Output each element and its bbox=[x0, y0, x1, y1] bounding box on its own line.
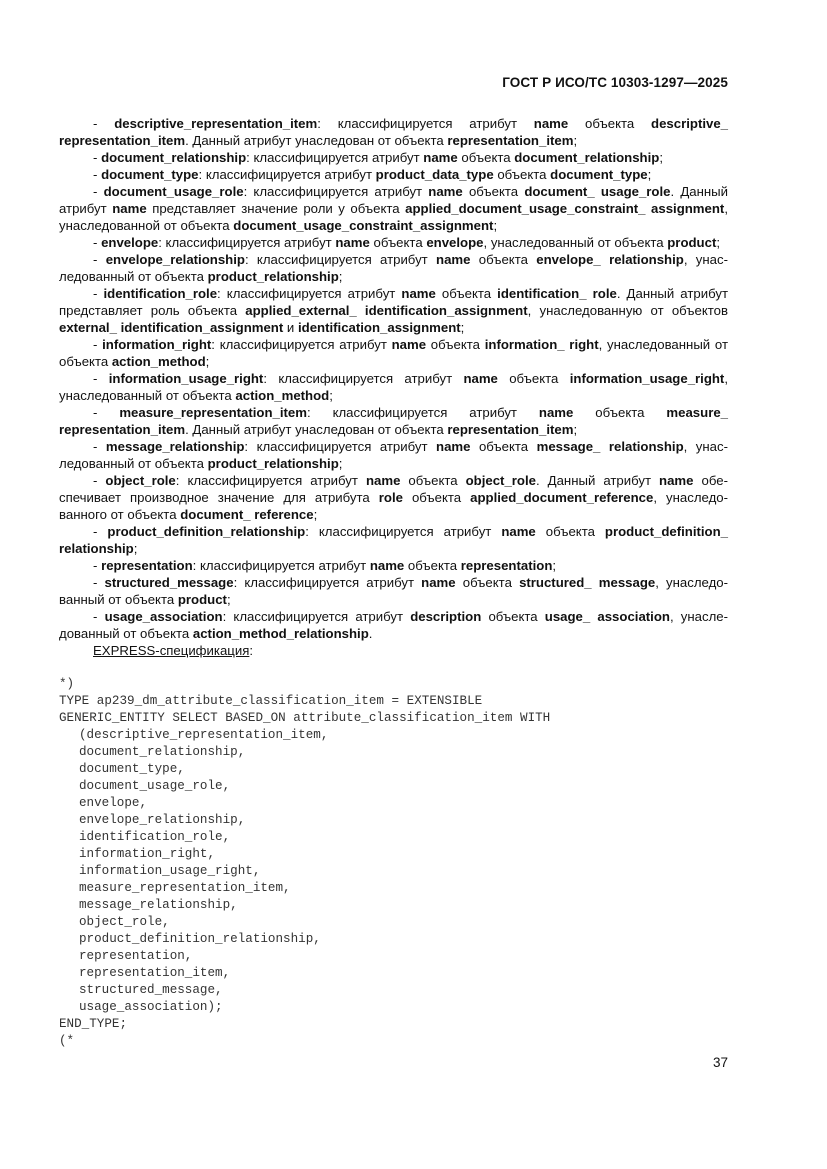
code-line: envelope, bbox=[79, 796, 148, 810]
code-line: TYPE ap239_dm_attribute_classification_item = EXTENSIBLE bbox=[59, 694, 483, 708]
text-run: объекта bbox=[470, 439, 537, 454]
code-line: information_usage_right, bbox=[79, 864, 261, 878]
code-line: message_relationship, bbox=[79, 898, 238, 912]
text-run: , унаследованный от объекта bbox=[59, 371, 728, 403]
bold-term: representation bbox=[460, 558, 553, 573]
bold-term: envelope bbox=[101, 235, 159, 250]
list-item bbox=[59, 166, 728, 183]
list-item bbox=[59, 608, 728, 642]
page-number: 37 bbox=[712, 1055, 728, 1070]
list-item bbox=[59, 472, 728, 523]
bold-term: envelope_relationship bbox=[105, 252, 245, 267]
text-run: : классифицируется атрибут bbox=[175, 473, 366, 488]
bold-term: measure_representation_item bbox=[119, 405, 307, 420]
text-run: , унаследованную от объектов bbox=[527, 303, 729, 318]
text-run: , унаследованного от объекта bbox=[59, 490, 729, 522]
list-item bbox=[59, 557, 728, 574]
bold-term: name bbox=[112, 201, 147, 216]
bold-term: structured_message bbox=[104, 575, 234, 590]
list-item bbox=[59, 574, 728, 608]
bold-term: document_ usage_role bbox=[524, 184, 671, 199]
bold-term: structured_ message bbox=[519, 575, 656, 590]
bold-term: name bbox=[335, 235, 370, 250]
bold-term: descriptive_representation_item bbox=[114, 116, 318, 131]
text-run: ; bbox=[338, 269, 343, 284]
bold-term: name bbox=[463, 371, 498, 386]
text-run: - bbox=[93, 337, 103, 352]
bold-term: identification_assignment bbox=[297, 320, 461, 335]
bold-term: product_data_type bbox=[375, 167, 494, 182]
bold-term: applied_external_ identification_assignment bbox=[245, 303, 528, 318]
text-run: - bbox=[93, 235, 102, 250]
list-item bbox=[59, 285, 728, 336]
text-run: : классифицируется атрибут bbox=[217, 286, 402, 301]
bold-term: measure_ representation_item bbox=[59, 405, 728, 437]
code-line: document_type, bbox=[79, 762, 185, 776]
bold-term: product bbox=[177, 592, 227, 607]
list-item bbox=[59, 336, 728, 370]
bold-term: external_ identification_assignment bbox=[59, 320, 284, 335]
bold-term: name bbox=[501, 524, 536, 539]
text-run: , унаследованный от объекта bbox=[59, 575, 729, 607]
bold-term: product_definition_relationship bbox=[107, 524, 306, 539]
bold-term: applied_document_usage_constraint_ assignment bbox=[405, 201, 725, 216]
text-run: - bbox=[93, 405, 120, 420]
list-item bbox=[59, 438, 728, 472]
text-run: объекта bbox=[369, 235, 427, 250]
bold-term: envelope_ relationship bbox=[536, 252, 684, 267]
bold-term: document_relationship bbox=[101, 150, 247, 165]
bold-term: name bbox=[365, 473, 401, 488]
bold-term: representation bbox=[101, 558, 193, 573]
bold-term: object_role bbox=[465, 473, 536, 488]
text-run: объекта bbox=[400, 473, 466, 488]
text-run: - bbox=[93, 167, 102, 182]
text-run: представляет значение роли у объекта bbox=[146, 201, 406, 216]
text-run: объекта bbox=[568, 116, 652, 131]
bold-term: product_relationship bbox=[207, 456, 339, 471]
code-line: *) bbox=[59, 677, 75, 691]
text-run: объекта bbox=[573, 405, 667, 420]
bold-term: name bbox=[421, 575, 456, 590]
bold-term: representation_item bbox=[447, 133, 574, 148]
text-run: обеспечивает производное значение для атрибута bbox=[59, 473, 728, 505]
code-line: GENERIC_ENTITY SELECT BASED_ON attribute_classification_item WITH bbox=[59, 711, 551, 725]
list-item bbox=[59, 234, 728, 251]
text-run: объекта bbox=[462, 184, 525, 199]
bold-term: applied_document_reference bbox=[470, 490, 654, 505]
bold-term: document_usage_role bbox=[103, 184, 244, 199]
bold-term: information_usage_right bbox=[108, 371, 264, 386]
text-run: : классифицируется атрибут bbox=[198, 167, 376, 182]
bold-term: document_type bbox=[101, 167, 199, 182]
bold-term: usage_association bbox=[104, 609, 223, 624]
bold-term: action_method bbox=[235, 388, 330, 403]
bold-term: message_ relationship bbox=[536, 439, 684, 454]
classification-list bbox=[59, 115, 728, 642]
text-run: ; bbox=[573, 133, 578, 148]
text-run: : классифицируется атрибут bbox=[244, 439, 437, 454]
bold-term: identification_ role bbox=[497, 286, 617, 301]
text-run: ; bbox=[329, 388, 333, 403]
code-line: usage_association); bbox=[79, 1000, 223, 1014]
text-run: - bbox=[93, 558, 102, 573]
bold-term: envelope bbox=[426, 235, 484, 250]
code-line: document_usage_role, bbox=[79, 779, 231, 793]
text-run: объекта bbox=[470, 252, 537, 267]
bold-term: representation_item bbox=[447, 422, 574, 437]
bold-term: usage_ association bbox=[544, 609, 670, 624]
text-run: , унаследованный от объекта bbox=[59, 439, 728, 471]
code-line: identification_role, bbox=[79, 830, 231, 844]
text-run: - bbox=[93, 116, 115, 131]
bold-term: name bbox=[436, 439, 471, 454]
bold-term: information_ right bbox=[484, 337, 599, 352]
text-run: - bbox=[93, 252, 106, 267]
express-heading bbox=[93, 642, 728, 659]
bold-term: product bbox=[667, 235, 717, 250]
bold-term: name bbox=[436, 252, 471, 267]
bold-term: information_usage_right bbox=[569, 371, 725, 386]
text-run: объекта bbox=[497, 371, 570, 386]
express-label: EXPRESS-спецификация bbox=[93, 643, 250, 658]
text-run: объекта bbox=[493, 167, 551, 182]
text-run: . Данный атрибут bbox=[59, 184, 729, 216]
text-run: ; bbox=[313, 507, 318, 522]
bold-term: document_relationship bbox=[514, 150, 660, 165]
bold-term: name bbox=[428, 184, 463, 199]
text-run: : классифицируется атрибут bbox=[233, 575, 422, 590]
code-line: object_role, bbox=[79, 915, 170, 929]
list-item bbox=[59, 523, 728, 557]
text-run: ; bbox=[716, 235, 721, 250]
document-body bbox=[59, 115, 728, 659]
list-item bbox=[59, 404, 728, 438]
bold-term: description bbox=[410, 609, 482, 624]
text-run: , унаследованный от объекта bbox=[59, 609, 729, 641]
text-run: и bbox=[283, 320, 298, 335]
bold-term: name bbox=[401, 286, 436, 301]
code-line: envelope_relationship, bbox=[79, 813, 246, 827]
text-run: ; bbox=[338, 456, 343, 471]
text-run: , унаследованной от объекта bbox=[59, 201, 728, 233]
bold-term: document_type bbox=[550, 167, 648, 182]
code-line: representation_item, bbox=[79, 966, 231, 980]
code-select-items bbox=[59, 727, 728, 1016]
text-run: : классифицируется атрибут bbox=[211, 337, 392, 352]
text-run: : классифицируется атрибут bbox=[243, 184, 429, 199]
text-run: . Данный атрибут унаследован от объекта bbox=[185, 133, 448, 148]
list-item bbox=[59, 183, 728, 234]
text-run: объекта bbox=[535, 524, 605, 539]
text-run: : классифицируется атрибут bbox=[246, 150, 424, 165]
text-run: - bbox=[93, 150, 102, 165]
code-line: representation, bbox=[79, 949, 193, 963]
text-run: ; bbox=[573, 422, 578, 437]
bold-term: identification_role bbox=[103, 286, 218, 301]
bold-term: name bbox=[533, 116, 569, 131]
bold-term: name bbox=[538, 405, 574, 420]
code-line: information_right, bbox=[79, 847, 216, 861]
text-run: . Данный атрибут представляет роль объекта bbox=[59, 286, 728, 318]
bold-term: product_relationship bbox=[207, 269, 339, 284]
list-item bbox=[59, 115, 728, 149]
text-run: объекта bbox=[426, 337, 485, 352]
text-run: объекта bbox=[404, 558, 461, 573]
text-run: : классифицируется атрибут bbox=[244, 252, 437, 267]
text-run: ; bbox=[493, 218, 498, 233]
text-run: - bbox=[93, 371, 109, 386]
text-run: - bbox=[93, 575, 105, 590]
bold-term: name bbox=[369, 558, 405, 573]
bold-term: name bbox=[391, 337, 427, 352]
bold-term: message_relationship bbox=[105, 439, 245, 454]
text-run: . bbox=[368, 626, 373, 641]
text-run: : классифицируется атрибут bbox=[222, 609, 411, 624]
text-run: . Данный атрибут bbox=[535, 473, 660, 488]
text-run: объекта bbox=[481, 609, 545, 624]
bold-term: name bbox=[659, 473, 694, 488]
text-run: : классифицируется атрибут bbox=[263, 371, 464, 386]
text-run: ; bbox=[460, 320, 465, 335]
express-colon: : bbox=[249, 643, 254, 658]
code-line: END_TYPE; bbox=[59, 1017, 128, 1031]
bold-term: document_usage_constraint_assignment bbox=[233, 218, 494, 233]
bold-term: action_method bbox=[111, 354, 206, 369]
text-run: - bbox=[93, 473, 106, 488]
code-line: (descriptive_representation_item, bbox=[79, 728, 329, 742]
text-run: : классифицируется атрибут bbox=[306, 405, 539, 420]
bold-term: action_method_relationship bbox=[192, 626, 369, 641]
text-run: ; bbox=[659, 150, 664, 165]
document-header: ГОСТ Р ИСО/ТС 10303-1297—2025 bbox=[502, 75, 728, 90]
text-run: объекта bbox=[455, 575, 520, 590]
bold-term: descriptive_ representation_item bbox=[59, 116, 728, 148]
text-run: : классифицируется атрибут bbox=[158, 235, 336, 250]
text-run: ; bbox=[647, 167, 652, 182]
text-run: , унаследованный от объекта bbox=[59, 337, 728, 369]
text-run: , унаследованный от объекта bbox=[59, 252, 729, 284]
text-run: - bbox=[93, 286, 104, 301]
code-line: measure_representation_item, bbox=[79, 881, 291, 895]
text-run: объекта bbox=[435, 286, 498, 301]
text-run: , унаследованный от объекта bbox=[483, 235, 668, 250]
text-run: ; bbox=[552, 558, 557, 573]
text-run: - bbox=[93, 524, 108, 539]
bold-term: information_right bbox=[102, 337, 212, 352]
code-line: document_relationship, bbox=[79, 745, 246, 759]
text-run: : классифицируется атрибут bbox=[317, 116, 534, 131]
text-run: ; bbox=[133, 541, 138, 556]
bold-term: role bbox=[378, 490, 403, 505]
express-code-block bbox=[59, 676, 728, 1050]
bold-term: name bbox=[423, 150, 458, 165]
text-run: объекта bbox=[457, 150, 515, 165]
text-run: : классифицируется атрибут bbox=[305, 524, 502, 539]
code-line: product_definition_relationship, bbox=[79, 932, 321, 946]
code-line: structured_message, bbox=[79, 983, 223, 997]
text-run: . Данный атрибут унаследован от объекта bbox=[185, 422, 448, 437]
list-item bbox=[59, 149, 728, 166]
text-run: объекта bbox=[402, 490, 471, 505]
list-item bbox=[59, 251, 728, 285]
list-item bbox=[59, 370, 728, 404]
text-run: - bbox=[93, 184, 104, 199]
text-run: - bbox=[93, 609, 105, 624]
code-line: (* bbox=[59, 1034, 75, 1048]
text-run: ; bbox=[226, 592, 231, 607]
text-run: : классифицируется атрибут bbox=[192, 558, 370, 573]
bold-term: document_ reference bbox=[180, 507, 314, 522]
bold-term: product_definition_ relationship bbox=[59, 524, 728, 556]
text-run: ; bbox=[205, 354, 210, 369]
bold-term: object_role bbox=[105, 473, 176, 488]
text-run: - bbox=[93, 439, 106, 454]
